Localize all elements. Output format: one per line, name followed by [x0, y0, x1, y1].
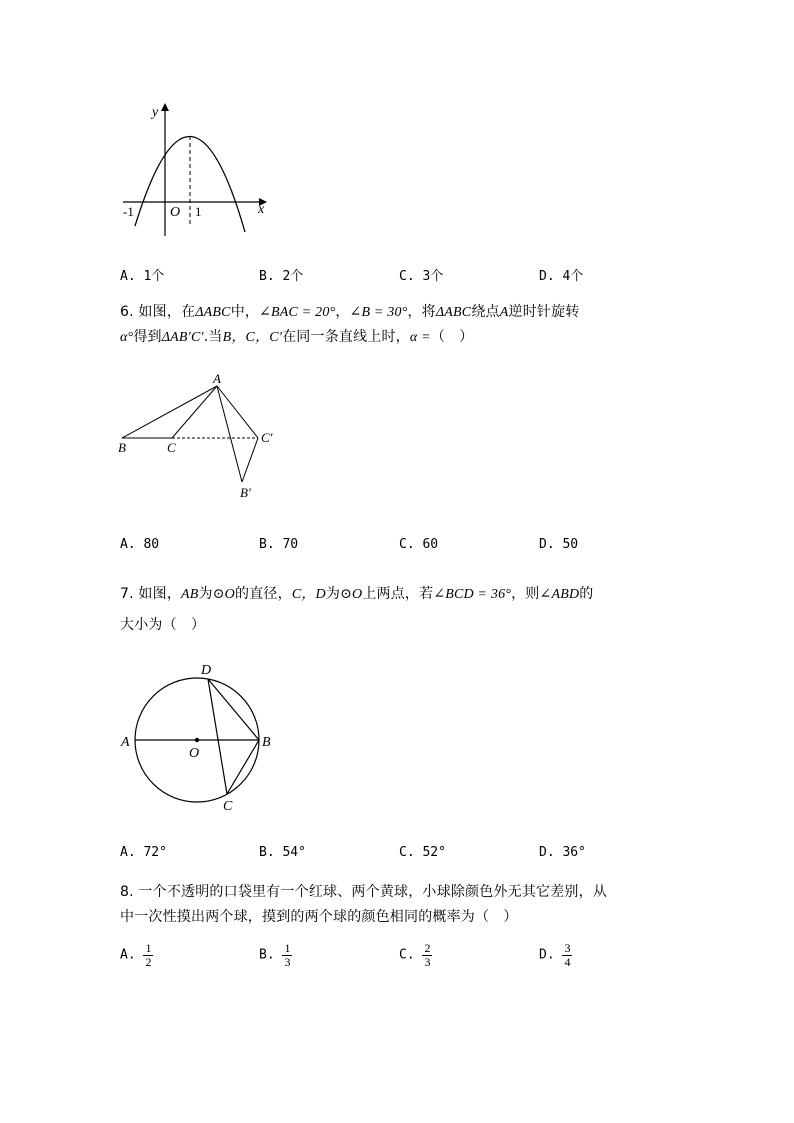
- label-D: D: [201, 663, 212, 678]
- segment-ABp: [217, 386, 242, 482]
- fraction: $\frac{1}{3}$: [284, 941, 291, 969]
- segment-CA: [172, 386, 217, 438]
- q6-line-1: 6. 如图，在ΔABC中，∠BAC = 20°，∠B = 30°，将ΔABC绕点A逆时针旋转: [120, 304, 580, 320]
- x-label: x: [258, 202, 265, 217]
- y-label: y: [152, 105, 159, 120]
- q7-option-b[interactable]: B. 54°: [259, 845, 306, 860]
- q6-option-a[interactable]: A. 80: [120, 537, 160, 552]
- triangle-figure: [112, 370, 287, 505]
- label-Bp: B′: [240, 485, 251, 500]
- parabola-graph: [115, 98, 275, 240]
- q8-option-c[interactable]: C. $\frac{2}{3}$: [399, 941, 431, 969]
- label-A: A: [121, 735, 130, 750]
- q8-option-a[interactable]: A. $\frac{1}{2}$: [120, 941, 152, 969]
- y-axis-arrow: [161, 103, 169, 111]
- origin-label: O: [170, 205, 181, 220]
- q5-option-b[interactable]: B. 2个: [259, 269, 304, 284]
- q5-option-d[interactable]: D. 4个: [539, 269, 584, 284]
- segment-ACp: [217, 386, 258, 438]
- neg-one-label: -1: [123, 204, 134, 219]
- label-B: B: [118, 440, 126, 455]
- q8-option-b[interactable]: B. $\frac{1}{3}$: [259, 941, 291, 969]
- fraction: $\frac{3}{4}$: [564, 941, 571, 969]
- q8-line-1: 8. 一个不透明的口袋里有一个红球、两个黄球，小球除颜色外无其它差别，从: [120, 884, 608, 900]
- one-label: 1: [195, 204, 202, 219]
- q5-option-c[interactable]: C. 3个: [399, 269, 444, 284]
- chord-CB: [227, 740, 259, 794]
- q7-option-d[interactable]: D. 36°: [539, 845, 586, 860]
- circle-figure: [115, 658, 285, 818]
- q6-line-2: α°得到ΔAB′C′.当B，C，C′在同一条直线上时，α =（ ）: [120, 329, 474, 345]
- label-B: B: [262, 735, 271, 750]
- fraction: $\frac{1}{2}$: [145, 941, 152, 969]
- label-O: O: [189, 746, 200, 761]
- q8-option-d[interactable]: D. $\frac{3}{4}$: [539, 941, 571, 969]
- center-dot: [195, 738, 199, 742]
- q5-option-a[interactable]: A. 1个: [120, 269, 165, 284]
- fraction: $\frac{2}{3}$: [424, 941, 431, 969]
- q8-line-2: 中一次性摸出两个球，摸到的两个球的颜色相同的概率为（ ）: [120, 909, 518, 925]
- segment-BA: [122, 386, 217, 438]
- q7-option-a[interactable]: A. 72°: [120, 845, 167, 860]
- q7-line-1: 7. 如图，AB为⊙O的直径，C，D为⊙O上两点，若∠BCD = 36°，则∠ABD的: [120, 586, 594, 602]
- label-C: C: [223, 799, 233, 814]
- label-C: C: [167, 440, 176, 455]
- label-Cp: C′: [261, 430, 273, 445]
- segment-CpBp: [242, 438, 258, 482]
- label-A: A: [213, 371, 221, 386]
- q6-option-d[interactable]: D. 50: [539, 537, 579, 552]
- chord-DC: [208, 679, 227, 794]
- q6-option-b[interactable]: B. 70: [259, 537, 299, 552]
- q7-option-c[interactable]: C. 52°: [399, 845, 446, 860]
- q7-line-2: 大小为（ ）: [120, 617, 206, 633]
- q6-option-c[interactable]: C. 60: [399, 537, 439, 552]
